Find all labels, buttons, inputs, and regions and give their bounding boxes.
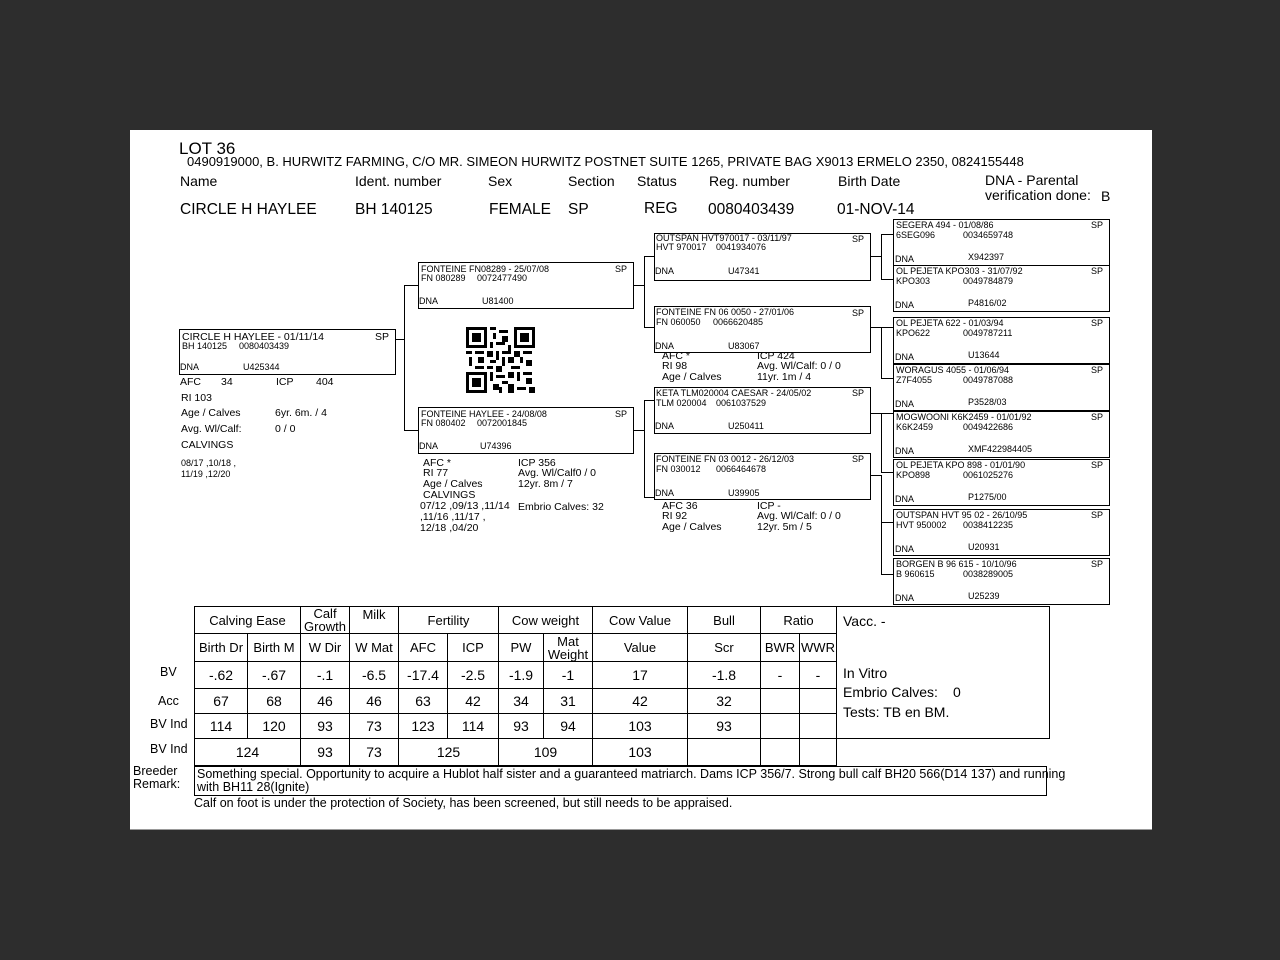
- ggp-id: KPO898: [896, 470, 931, 480]
- dam-calvings-label: CALVINGS: [423, 489, 476, 501]
- gp-dna-label: DNA: [655, 488, 675, 498]
- connector: [881, 522, 893, 523]
- bv-cell: -: [800, 662, 837, 689]
- connector: [404, 285, 418, 286]
- acc-cell: 46: [301, 689, 350, 714]
- header-dna-2: verification done:: [985, 187, 1091, 203]
- embrio-calves-label: Embrio Calves:: [843, 684, 938, 700]
- gp-ri: RI 92: [662, 510, 688, 522]
- gp-title: OUTSPAN HVT970017 - 03/11/97: [656, 233, 792, 243]
- dam-dna-label: DNA: [419, 441, 439, 451]
- connector: [644, 327, 654, 328]
- bv-cell: -17.4: [399, 662, 448, 689]
- subject-age: 6yr. 6m. / 4: [275, 407, 327, 419]
- gp-title: FONTEINE FN 06 0050 - 27/01/06: [656, 307, 795, 317]
- subject-age-label: Age / Calves: [181, 407, 241, 419]
- connector: [644, 256, 645, 328]
- subject-calvings-label: CALVINGS: [181, 439, 234, 451]
- gp-ri: RI 98: [662, 360, 688, 372]
- bv-cell: -1.8: [688, 662, 761, 689]
- header-reg: Reg. number: [709, 173, 790, 189]
- connector: [644, 400, 654, 401]
- great-grandparent-box: [893, 558, 1110, 605]
- ggp-title: WORAGUS 4055 - 01/06/94: [896, 365, 1010, 375]
- ggp-id: KPO622: [896, 328, 931, 338]
- group-cow-weight: Cow weight: [499, 607, 593, 634]
- sire-dna-label: DNA: [419, 296, 439, 306]
- header-birth: Birth Date: [838, 173, 901, 189]
- grandparent-box: [654, 387, 871, 434]
- in-vitro: In Vitro: [843, 665, 888, 681]
- animal-birth: 01-NOV-14: [837, 201, 915, 218]
- group-fertility: Fertility: [399, 607, 499, 634]
- group-calving-ease: Calving Ease: [195, 607, 301, 634]
- subject-wl: 0 / 0: [275, 423, 296, 435]
- gp-id: TLM 020004: [656, 398, 707, 408]
- remark-line2: with BH11 28(Ignite): [197, 780, 310, 794]
- animal-ident: BH 140125: [355, 201, 433, 218]
- calf-growth-line2: Growth: [304, 619, 346, 634]
- bv-cell: -.1: [301, 662, 350, 689]
- bvind2-blank: [837, 739, 1050, 766]
- animal-section: SP: [568, 201, 589, 218]
- connector: [881, 327, 882, 379]
- group-bull: Bull: [688, 607, 761, 634]
- subject-calvings-1: 08/17 ,10/18 ,: [181, 458, 237, 468]
- dam-section: SP: [614, 409, 627, 419]
- gp-reg: 0066620485: [713, 317, 764, 327]
- bv-cell: 17: [593, 662, 688, 689]
- header-section: Section: [568, 173, 615, 189]
- col-value: Value: [593, 634, 688, 662]
- subject-icp: 404: [316, 376, 334, 388]
- great-grandparent-box: [893, 364, 1110, 411]
- dam-reg: 0072001845: [477, 418, 528, 428]
- dam-wl: Avg. Wl/Calf0 / 0: [518, 467, 597, 479]
- ggp-dna-label: DNA: [895, 300, 915, 310]
- gp-dna-label: DNA: [655, 421, 675, 431]
- connector: [881, 378, 893, 379]
- group-calf-growth: [301, 607, 350, 634]
- connector: [404, 430, 418, 431]
- sire-title: FONTEINE FN08289 - 25/07/08: [421, 264, 550, 274]
- gp-title: KETA TLM020004 CAESAR - 24/05/02: [656, 388, 812, 398]
- header-dna-value: B: [1101, 188, 1111, 204]
- gp-afc: AFC 36: [662, 500, 698, 512]
- calf-growth-line1: Calf: [313, 606, 337, 621]
- gp-dna-value: U39905: [728, 488, 760, 498]
- group-milk: Milk: [350, 607, 399, 634]
- great-grandparent-box: [893, 459, 1110, 506]
- ggp-id: KPO303: [896, 276, 931, 286]
- ggp-dna-label: DNA: [895, 446, 915, 456]
- connector: [644, 256, 654, 257]
- sire-dna-value: U81400: [482, 296, 514, 306]
- ggp-id: K6K2459: [896, 422, 934, 432]
- ggp-id: HVT 950002: [896, 520, 947, 530]
- acc-cell: 46: [350, 689, 399, 714]
- acc-cell: [761, 689, 800, 714]
- ggp-reg: 0038412235: [963, 520, 1014, 530]
- gp-dna-value: U47341: [728, 266, 760, 276]
- bvind2-cell: 125: [399, 739, 499, 766]
- bvind-cell: 93: [499, 714, 544, 739]
- mat-weight-line2: Weight: [547, 646, 589, 662]
- acc-cell: [800, 689, 837, 714]
- col-birth-m: Birth M: [248, 634, 301, 662]
- dam-icp: ICP 356: [518, 457, 556, 469]
- col-mat-weight: [544, 634, 593, 662]
- great-grandparent-box: [893, 411, 1110, 458]
- ggp-reg: 0038289005: [963, 569, 1014, 579]
- vacc: Vacc. -: [843, 613, 886, 629]
- dam-calvings-2: ,11/16 ,11/17 ,: [420, 511, 486, 523]
- subject-title: CIRCLE H HAYLEE - 01/11/14: [182, 331, 325, 343]
- bvind-cell: 93: [688, 714, 761, 739]
- bvind2-cell: 73: [350, 739, 399, 766]
- grandparent-box: [654, 306, 871, 353]
- ggp-section: SP: [1090, 559, 1103, 569]
- row-label-acc: Acc: [158, 694, 179, 708]
- connector: [644, 400, 645, 498]
- ggp-section: SP: [1090, 318, 1103, 328]
- connector: [881, 413, 893, 414]
- col-w-dir: W Dir: [301, 634, 350, 662]
- row-label-bv: BV: [160, 665, 177, 679]
- bvind2-cell: [688, 739, 761, 766]
- gp-reg: 0066464678: [716, 464, 767, 474]
- connector: [644, 497, 654, 498]
- acc-cell: 63: [399, 689, 448, 714]
- ggp-dna-value: X942397: [968, 252, 1005, 262]
- gp-age: 12yr. 5m / 5: [757, 521, 812, 533]
- dam-ri: RI 77: [423, 467, 449, 479]
- gp-reg: 0041934076: [716, 242, 767, 252]
- ggp-dna-value: P3528/03: [968, 397, 1007, 407]
- header-status: Status: [637, 173, 677, 189]
- gp-dna-value: U83067: [728, 341, 760, 351]
- bvind-cell: 94: [544, 714, 593, 739]
- bvind-cell: 73: [350, 714, 399, 739]
- bvind2-cell: 124: [195, 739, 301, 766]
- ggp-section: SP: [1090, 412, 1103, 422]
- animal-reg: 0080403439: [708, 201, 795, 218]
- sire-id: FN 080289: [421, 273, 466, 283]
- header-dna-1: DNA - Parental: [985, 172, 1079, 188]
- embrio-calves: 0: [953, 684, 961, 700]
- header-sex: Sex: [488, 173, 513, 189]
- grandparent-box: [654, 453, 871, 500]
- gp-id: FN 060050: [656, 317, 701, 327]
- dam-calvings-1: 07/12 ,09/13 ,11/14: [420, 500, 510, 512]
- row-label-bvind2: BV Ind: [150, 742, 188, 756]
- bvind2-cell: 109: [499, 739, 593, 766]
- great-grandparent-box: [893, 219, 1110, 266]
- col-birth-dr: Birth Dr: [195, 634, 248, 662]
- bvind-cell: [800, 714, 837, 739]
- ggp-reg: 0049422686: [963, 422, 1014, 432]
- ggp-title: OL PEJETA KPO 898 - 01/01/90: [896, 460, 1026, 470]
- ggp-section: SP: [1090, 220, 1103, 230]
- col-afc: AFC: [399, 634, 448, 662]
- gp-id: HVT 970017: [656, 242, 707, 252]
- subject-reg: 0080403439: [239, 341, 290, 351]
- subject-id: BH 140125: [182, 341, 228, 351]
- gp-section: SP: [851, 308, 864, 318]
- connector: [881, 574, 893, 575]
- gp-id: FN 030012: [656, 464, 701, 474]
- connector: [881, 413, 882, 473]
- performance-table: [194, 606, 1050, 766]
- dam-embrio: Embrio Calves: 32: [518, 501, 604, 513]
- gp-afc: AFC *: [662, 350, 691, 362]
- bvind2-cell: 93: [301, 739, 350, 766]
- bvind2-cell: [761, 739, 800, 766]
- bvind2-row: [195, 739, 1050, 766]
- dam-title: FONTEINE HAYLEE - 24/08/08: [421, 409, 547, 419]
- gp-age-label: Age / Calves: [662, 521, 722, 533]
- gp-section: SP: [851, 454, 864, 464]
- subject-afc: 34: [221, 376, 233, 388]
- acc-cell: 42: [448, 689, 499, 714]
- connector: [404, 285, 405, 431]
- row-label-bvind: BV Ind: [150, 717, 188, 731]
- gp-section: SP: [851, 234, 864, 244]
- ggp-dna-label: DNA: [895, 544, 915, 554]
- connector: [881, 234, 893, 235]
- gp-icp: ICP -: [757, 500, 781, 512]
- bv-cell: -1.9: [499, 662, 544, 689]
- ggp-dna-label: DNA: [895, 399, 915, 409]
- ggp-dna-value: P1275/00: [968, 492, 1007, 502]
- header-name: Name: [180, 173, 218, 189]
- dam-calvings-3: 12/18 ,04/20: [420, 522, 479, 534]
- ggp-dna-label: DNA: [895, 352, 915, 362]
- bvind-cell: 114: [195, 714, 248, 739]
- qr-code-icon: [466, 327, 535, 393]
- bvind-cell: 103: [593, 714, 688, 739]
- animal-status: REG: [644, 200, 678, 217]
- mat-weight-line1: Mat: [557, 633, 579, 649]
- group-cow-value: Cow Value: [593, 607, 688, 634]
- subject-box: [179, 329, 396, 375]
- subject-wl-label: Avg. Wl/Calf:: [181, 423, 242, 435]
- gp-reg: 0061037529: [716, 398, 767, 408]
- gp-section: SP: [851, 388, 864, 398]
- page-bottom-edge: [130, 829, 1152, 830]
- ggp-dna-label: DNA: [895, 494, 915, 504]
- breeder-label: Breeder: [133, 764, 178, 778]
- header-ident: Ident. number: [355, 173, 442, 189]
- gp-age: 11yr. 1m / 4: [757, 371, 812, 383]
- animal-sex: FEMALE: [489, 201, 552, 218]
- dam-age: 12yr. 8m / 7: [518, 478, 573, 490]
- remark-line1: Something special. Opportunity to acquire a Hublot half sister and a guaranteed matriarch. Dams ICP 356/7. Strong bull calf BH20 566(D14 137) and running: [197, 767, 1066, 781]
- subject-calvings-2: 11/19 ,12/20: [181, 469, 231, 479]
- bvind-cell: 123: [399, 714, 448, 739]
- ggp-dna-value: U13644: [968, 350, 1000, 360]
- acc-cell: 67: [195, 689, 248, 714]
- ggp-dna-label: DNA: [895, 593, 915, 603]
- connector: [881, 279, 893, 280]
- ggp-dna-value: U25239: [968, 591, 1000, 601]
- great-grandparent-box: [893, 265, 1110, 312]
- tests: Tests: TB en BM.: [843, 704, 950, 720]
- dam-dna-value: U74396: [480, 441, 512, 451]
- col-wwr: WWR: [800, 634, 837, 662]
- gp-icp: ICP 424: [757, 350, 795, 362]
- ggp-reg: 0049787088: [963, 375, 1014, 385]
- ggp-title: SEGERA 494 - 01/08/86: [896, 220, 994, 230]
- bvind-cell: 120: [248, 714, 301, 739]
- dam-box: [418, 407, 634, 454]
- subject-dna-label: DNA: [180, 362, 200, 372]
- animal-name: CIRCLE H HAYLEE: [180, 201, 317, 218]
- ggp-title: OL PEJETA KPO303 - 31/07/92: [896, 266, 1023, 276]
- group-ratio: Ratio: [761, 607, 837, 634]
- ggp-section: SP: [1090, 510, 1103, 520]
- gp-age-label: Age / Calves: [662, 371, 722, 383]
- remark-label: Remark:: [133, 777, 181, 791]
- dam-age-label: Age / Calves: [423, 478, 483, 490]
- acc-cell: 31: [544, 689, 593, 714]
- subject-icp-label: ICP: [276, 376, 294, 388]
- connector: [881, 472, 893, 473]
- bv-cell: -2.5: [448, 662, 499, 689]
- acc-cell: 32: [688, 689, 761, 714]
- bvind-cell: 93: [301, 714, 350, 739]
- bvind-cell: [761, 714, 800, 739]
- ggp-id: Z7F4055: [896, 375, 933, 385]
- gp-dna-label: DNA: [655, 266, 675, 276]
- lot-number: LOT 36: [179, 139, 236, 158]
- bv-cell: -6.5: [350, 662, 399, 689]
- bv-cell: -.62: [195, 662, 248, 689]
- bv-cell: -: [761, 662, 800, 689]
- great-grandparent-box: [893, 509, 1110, 556]
- subject-dna-value: U425344: [243, 362, 280, 372]
- bvind-cell: 114: [448, 714, 499, 739]
- ggp-dna-value: XMF422984405: [968, 444, 1033, 454]
- ggp-reg: 0049787211: [963, 328, 1013, 338]
- ggp-reg: 0034659748: [963, 230, 1014, 240]
- col-scr: Scr: [688, 634, 761, 662]
- sire-box: [418, 262, 634, 309]
- gp-wl: Avg. Wl/Calf: 0 / 0: [757, 510, 841, 522]
- ggp-dna-value: U20931: [968, 542, 1000, 552]
- ggp-dna-label: DNA: [895, 254, 915, 264]
- subject-afc-label: AFC: [180, 376, 201, 388]
- connector: [881, 327, 893, 328]
- grandparent-box: [654, 233, 871, 281]
- gp-wl: Avg. Wl/Calf: 0 / 0: [757, 360, 841, 372]
- remark-box: [194, 766, 1066, 796]
- bvind2-cell: [800, 739, 837, 766]
- gp-dna-value: U250411: [728, 421, 764, 431]
- side-notes: [837, 607, 1050, 739]
- dam-id: FN 080402: [421, 418, 466, 428]
- col-icp: ICP: [448, 634, 499, 662]
- ggp-id: 6SEG096: [896, 230, 936, 240]
- gp-dna-label: DNA: [655, 341, 675, 351]
- footer-note: Calf on foot is under the protection of Society, has been screened, but still needs to be appraised.: [194, 796, 733, 810]
- col-w-mat: W Mat: [350, 634, 399, 662]
- ggp-id: B 960615: [896, 569, 935, 579]
- owner-line: 0490919000, B. HURWITZ FARMING, C/O MR. SIMEON HURWITZ POSTNET SUITE 1265, PRIVATE BAG X9013 ERMELO 2350, 0824155448: [187, 154, 1024, 169]
- bv-cell: -1: [544, 662, 593, 689]
- ggp-title: OL PEJETA 622 - 01/03/94: [896, 318, 1004, 328]
- sire-reg: 0072477490: [477, 273, 528, 283]
- ggp-section: SP: [1090, 460, 1103, 470]
- bvind2-cell: 103: [593, 739, 688, 766]
- ggp-section: SP: [1090, 266, 1103, 276]
- gp-title: FONTEINE FN 03 0012 - 26/12/03: [656, 454, 795, 464]
- ggp-title: OUTSPAN HVT 95 02 - 26/10/95: [896, 510, 1028, 520]
- ggp-title: MOGWOONI K6K2459 - 01/01/92: [896, 412, 1032, 422]
- acc-cell: 34: [499, 689, 544, 714]
- connector: [881, 475, 882, 575]
- acc-cell: 68: [248, 689, 301, 714]
- col-pw: PW: [499, 634, 544, 662]
- acc-cell: 42: [593, 689, 688, 714]
- ggp-reg: 0049784879: [963, 276, 1014, 286]
- ggp-reg: 0061025276: [963, 470, 1014, 480]
- sire-section: SP: [614, 264, 627, 274]
- subject-ri: RI 103: [181, 392, 212, 404]
- subject-section: SP: [374, 331, 389, 343]
- dam-afc: AFC *: [423, 457, 452, 469]
- ggp-title: BORGEN B 96 615 - 10/10/96: [896, 559, 1017, 569]
- connector: [881, 234, 882, 280]
- ggp-section: SP: [1090, 365, 1103, 375]
- ggp-dna-value: P4816/02: [968, 298, 1007, 308]
- col-bwr: BWR: [761, 634, 800, 662]
- great-grandparent-box: [893, 317, 1110, 364]
- bv-cell: -.67: [248, 662, 301, 689]
